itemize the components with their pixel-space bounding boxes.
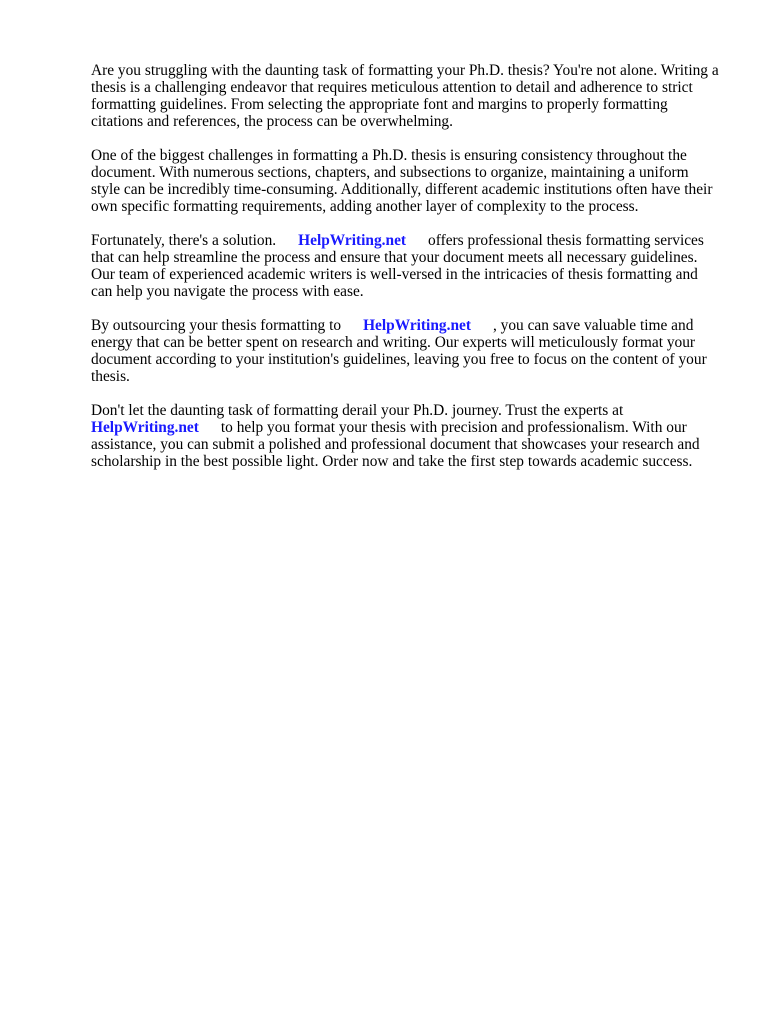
helpwriting-link[interactable]: HelpWriting.net: [363, 317, 471, 334]
helpwriting-link[interactable]: HelpWriting.net: [298, 232, 407, 249]
paragraph-intro: Are you struggling with the daunting task of formatting your Ph.D. thesis? You're not alone. Writing a thesis is a challenging endeavor that requires meticulous attention to detail and adherence to strict formatting guidelines. From selecting the appropriate font and margins to properly formatting citations and references, the process can be overwhelming.: [91, 62, 719, 130]
paragraph-challenges: One of the biggest challenges in formatting a Ph.D. thesis is ensuring consistency throughout the document. With numerous sections, chapters, and subsections to organize, maintaining a uniform style can be incredibly time-consuming. Additionally, different academic institutions often have their own specific formatting requirements, adding another layer of complexity to the process.: [91, 147, 713, 215]
paragraph-outsourcing: [91, 317, 721, 385]
paragraph-closing: [91, 402, 721, 470]
document-body: [91, 62, 721, 487]
paragraph-solution: [91, 232, 721, 300]
paragraph-closing-lead: Don't let the daunting task of formatting derail your Ph.D. journey. Trust the experts at: [91, 402, 624, 419]
paragraph-solution-lead: Fortunately, there's a solution.: [91, 232, 277, 249]
paragraph-outsourcing-rest: , you can save valuable time and energy that can be better spent on research and writing. Our experts will meticulously format your document according to your institution's guidelines, leaving you free to focus on the content of your thesis.: [91, 317, 707, 385]
paragraph-outsourcing-lead: By outsourcing your thesis formatting to: [91, 317, 342, 334]
helpwriting-link[interactable]: HelpWriting.net: [91, 419, 199, 436]
paragraph-solution-rest: offers professional thesis formatting services that can help streamline the process and ensure that your document meets all necessary guidelines. Our team of experienced academic writers is well-versed in the intricacies of thesis formatting and can help you navigate the process with ease.: [91, 232, 704, 300]
paragraph-closing-rest: to help you format your thesis with precision and professionalism. With our assistance, you can submit a polished and professional document that showcases your research and scholarship in the best possible light. Order now and take the first step towards academic success.: [91, 419, 700, 470]
